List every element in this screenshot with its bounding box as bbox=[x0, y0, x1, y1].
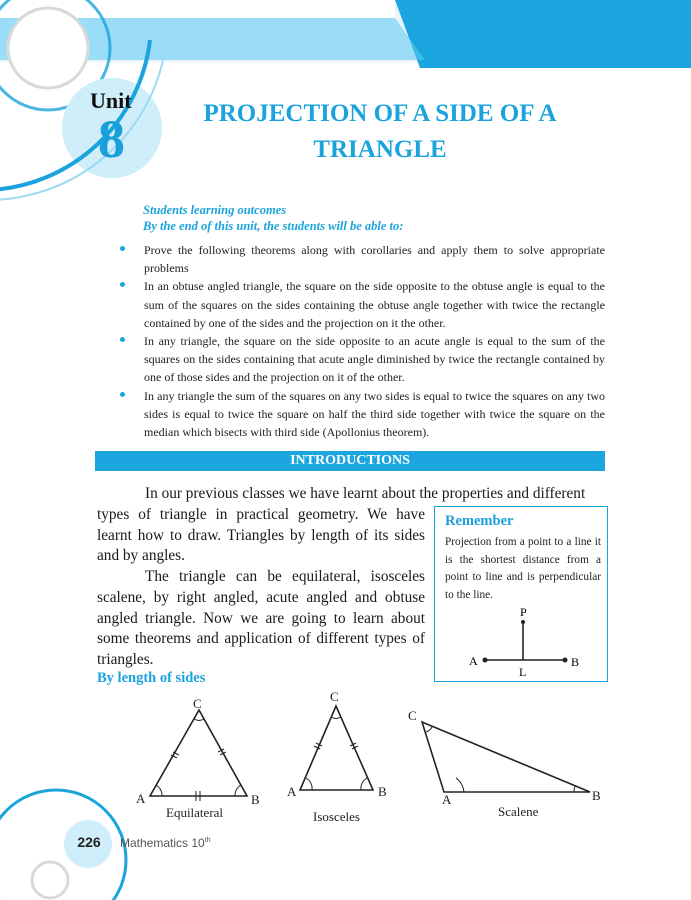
equilateral-name: Equilateral bbox=[166, 805, 224, 820]
bullet-icon bbox=[120, 282, 125, 287]
list-item bbox=[118, 387, 605, 442]
label-p: P bbox=[520, 605, 527, 619]
outcomes-list bbox=[118, 241, 605, 441]
list-item-text: In an obtuse angled triangle, the square on the side opposite to the obtuse angle is equal to the sum of the squares on the sides containing the obtuse angle together with twice the rectangle contained by one of the sides and the projection on it the other. bbox=[144, 279, 605, 330]
label-l: L bbox=[519, 665, 527, 679]
label-a: A bbox=[469, 654, 478, 668]
isosceles-label-a: A bbox=[287, 784, 297, 799]
perpendicular-diagram bbox=[435, 602, 607, 680]
equilateral-triangle bbox=[150, 710, 247, 796]
bullet-icon bbox=[120, 337, 125, 342]
scalene-label-a: A bbox=[442, 792, 452, 807]
book-title bbox=[120, 836, 211, 850]
isosceles-name: Isosceles bbox=[313, 809, 360, 824]
outcomes-subheading: By the end of this unit, the students will be able to: bbox=[143, 219, 404, 233]
bullet-icon bbox=[120, 246, 125, 251]
scalene-label-b: B bbox=[592, 788, 601, 803]
list-item bbox=[118, 277, 605, 332]
equilateral-label-b: B bbox=[251, 792, 260, 807]
book-title-text: Mathematics 10 bbox=[120, 836, 205, 850]
remember-box bbox=[434, 506, 608, 682]
footer-decoration bbox=[0, 780, 130, 900]
list-item bbox=[118, 241, 605, 277]
remember-title: Remember bbox=[445, 513, 514, 529]
list-item bbox=[118, 332, 605, 387]
equilateral-label-a: A bbox=[136, 791, 146, 806]
unit-label: Unit bbox=[90, 88, 132, 113]
page-title bbox=[150, 96, 610, 168]
page-number: 226 bbox=[77, 834, 101, 850]
remember-text: Projection from a point to a line it is the shortest distance from a point to line and is perpendicular to the line. bbox=[445, 536, 601, 601]
list-item-text: In any triangle, the square on the side opposite to an acute angle is equal to the sum of the squares on the sides containing that acute angle diminished by twice the rectangle contained by one of those sides and the projection on it of the other. bbox=[144, 334, 605, 385]
isosceles-label-b: B bbox=[378, 784, 387, 799]
intro-paragraph-1-start: In our previous classes we have learnt about the properties and different bbox=[145, 485, 586, 502]
bullet-icon bbox=[120, 392, 125, 397]
unit-number: 8 bbox=[98, 109, 125, 169]
list-item-text: Prove the following theorems along with corollaries and apply them to solve appropriate problems bbox=[144, 243, 605, 276]
label-b: B bbox=[571, 655, 580, 669]
by-length-heading: By length of sides bbox=[97, 670, 206, 686]
list-item-text: In any triangle the sum of the squares on any two sides is equal to twice the squares on any two sides is equal to twice the square on half the third side together with twice the square on the median which bisects with third side (Apollonius theorem). bbox=[144, 388, 605, 440]
isosceles-label-c: C bbox=[330, 689, 339, 704]
intro-paragraph-body: types of triangle in practical geometry. We have learnt how to draw. Triangles by length of its sides and by angles. The triangle can be equilateral, isosceles scalene, by right angled, acute angled and obtuse angled triangle. Now we are going to learn about some theorems and application of different types of triangles. bbox=[97, 506, 425, 668]
book-title-sup: th bbox=[204, 837, 211, 844]
outcomes-heading: Students learning outcomes bbox=[143, 203, 287, 217]
scalene-name: Scalene bbox=[498, 804, 539, 819]
equilateral-label-c: C bbox=[193, 696, 202, 711]
title-line-2: TRIANGLE bbox=[313, 136, 447, 163]
scalene-label-c: C bbox=[408, 708, 417, 723]
learning-outcomes-heading bbox=[143, 202, 403, 234]
title-line-1: PROJECTION OF A SIDE OF A bbox=[203, 100, 557, 127]
introductions-banner: INTRODUCTIONS bbox=[95, 451, 605, 471]
scalene-triangle bbox=[422, 722, 590, 792]
triangles-figure bbox=[120, 688, 620, 828]
